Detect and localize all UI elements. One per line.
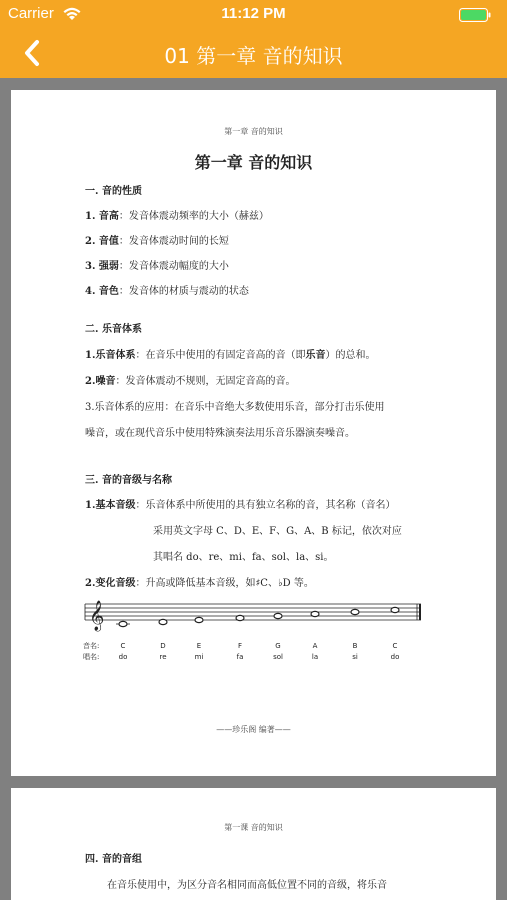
solfege-label: si (352, 653, 358, 661)
section-heading: 二. 乐音体系 (85, 324, 142, 335)
whole-note (274, 613, 282, 618)
carrier-label: Carrier (8, 5, 54, 22)
navigation-bar (0, 28, 507, 78)
solfege-label: do (118, 653, 128, 661)
text-line: 3. 强弱：发音体震动幅度的大小 (85, 261, 229, 272)
treble-clef-icon: 𝄞 (89, 601, 105, 631)
text-line: 在音乐使用中，为区分音名相同而高低位置不同的音级，将乐音 (107, 880, 387, 891)
page-header: 第一课 音的知识 (224, 823, 283, 832)
whole-note (311, 611, 319, 616)
text-line: 3.乐音体系的应用：在音乐中音绝大多数使用乐音，部分打击乐使用 (85, 402, 385, 413)
solfege-label: sol (273, 653, 283, 661)
text-line: 采用英文字母 C、D、E、F、G、A、B 标记，依次对应 (153, 526, 402, 537)
clock: 11:12 PM (221, 5, 286, 22)
whole-note (391, 607, 399, 612)
text-line: 1. 音高：发音体震动频率的大小（赫兹） (85, 211, 269, 222)
music-staff (83, 596, 433, 676)
battery-icon (459, 8, 493, 22)
status-bar (0, 0, 507, 28)
note-name-label: D (160, 642, 166, 650)
solfege-label: fa (236, 653, 244, 661)
text-line: 1.乐音体系：在音乐中使用的有固定音高的音（即乐音）的总和。 (85, 350, 376, 361)
text-line: 噪音，或在现代音乐中使用特殊演奏法用乐音乐器演奏噪音。 (85, 428, 355, 439)
note-name-label: C (120, 642, 126, 650)
note-name-label: E (196, 642, 202, 650)
text-line: 2. 音值：发音体震动时间的长短 (85, 236, 229, 247)
document-viewer[interactable] (0, 78, 507, 900)
text-line: 4. 音色：发音体的材质与震动的状态 (85, 286, 249, 297)
whole-note (159, 619, 167, 624)
text-line: 2.变化音级：升高或降低基本音级，如♯C、♭D 等。 (85, 578, 314, 589)
note-name-label: G (275, 642, 281, 650)
solfege-label: la (311, 653, 319, 661)
section-heading: 三. 音的音级与名称 (85, 475, 172, 486)
note-name-label: F (237, 642, 243, 650)
solfege-label: do (390, 653, 400, 661)
whole-note (195, 617, 203, 622)
text-line: 2.噪音：发音体震动不规则，无固定音高的音。 (85, 376, 296, 387)
staff-row-label: 音名: (83, 642, 100, 650)
note-name-label: B (352, 642, 358, 650)
note-name-label: C (392, 642, 398, 650)
nav-title: 01 第一章 音的知识 (164, 44, 343, 68)
page-footer: ——珍乐阁 编著—— (216, 725, 291, 734)
staff-row-label: 唱名: (83, 653, 100, 661)
section-heading: 四. 音的音组 (85, 854, 142, 865)
whole-note (351, 609, 359, 614)
note-name-label: A (312, 642, 318, 650)
text-line: 其唱名 do、re、mi、fa、sol、la、si。 (153, 552, 334, 563)
whole-note (236, 615, 244, 620)
document-page (11, 788, 496, 900)
section-heading: 一. 音的性质 (85, 186, 142, 197)
text-line: 1.基本音级：乐音体系中所使用的具有独立名称的音，其名称（音名） (85, 500, 396, 511)
page-header: 第一章 音的知识 (224, 127, 283, 136)
document-page (11, 90, 496, 776)
solfege-label: mi (194, 653, 204, 661)
chapter-title: 第一章 音的知识 (194, 153, 313, 172)
solfege-label: re (159, 653, 167, 661)
whole-note (119, 621, 127, 626)
